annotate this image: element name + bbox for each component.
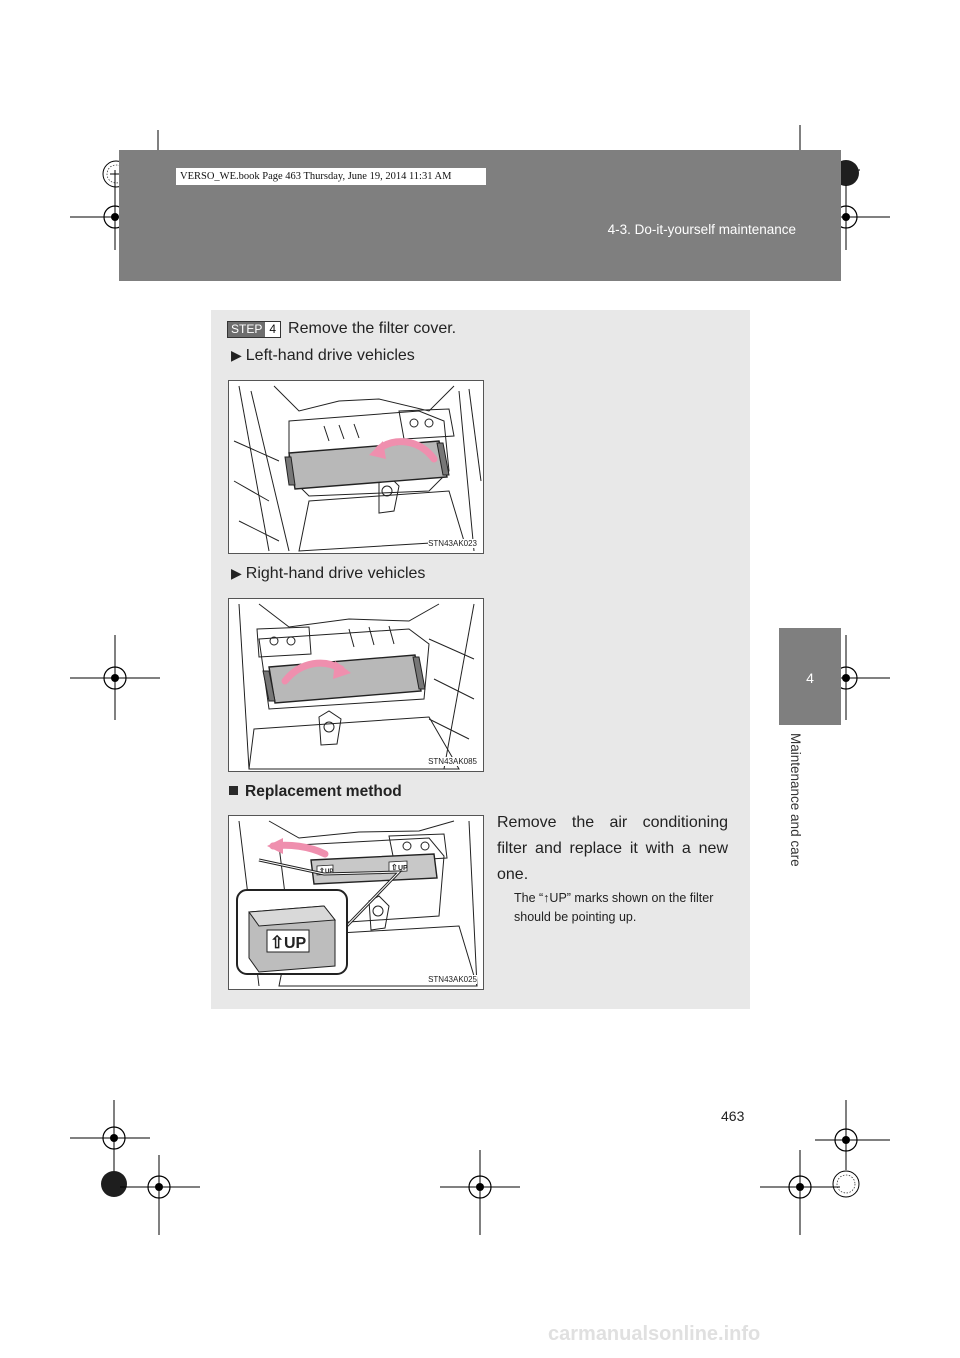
rhd-label: Right-hand drive vehicles xyxy=(245,565,426,582)
up-label-small-2: UP xyxy=(398,865,408,872)
lhd-illustration xyxy=(229,381,484,554)
chapter-label xyxy=(784,733,806,893)
figure-code-rhd: STN43AK085 xyxy=(428,757,477,766)
book-stamp: VERSO_WE.book Page 463 Thursday, June 19, 2014 11:31 AM xyxy=(176,168,486,185)
chapter-tab xyxy=(779,628,841,725)
registration-mark-bottom-right xyxy=(760,1100,890,1235)
replacement-illustration xyxy=(229,816,484,990)
step-badge xyxy=(227,321,281,338)
figure-code-replacement: STN43AK025 xyxy=(428,975,477,984)
lhd-heading xyxy=(231,347,415,365)
step-heading xyxy=(227,318,456,340)
chapter-label-text: Maintenance and care xyxy=(788,733,803,867)
registration-mark-bottom-left xyxy=(70,1100,200,1235)
triangle-right-icon: ▶ xyxy=(231,347,242,363)
replacement-note: The “↑UP” marks shown on the filter should be pointing up. xyxy=(514,891,714,924)
lhd-label: Left-hand drive vehicles xyxy=(245,347,415,364)
step-text: Remove the filter cover. xyxy=(288,320,457,337)
registration-mark-bottom-center xyxy=(440,1150,520,1235)
step-badge-number: 4 xyxy=(265,322,280,337)
figure-code-lhd: STN43AK023 xyxy=(428,539,477,548)
square-bullet-icon xyxy=(229,786,238,795)
section-title: 4-3. Do-it-yourself maintenance xyxy=(607,222,796,237)
figure-rhd xyxy=(228,598,484,772)
page-number: 463 xyxy=(721,1108,745,1124)
rhd-illustration xyxy=(229,599,484,772)
svg-text:⇧: ⇧ xyxy=(270,933,285,952)
svg-text:⇧: ⇧ xyxy=(391,863,398,872)
watermark: carmanualsonline.info xyxy=(548,1323,761,1345)
svg-text:⇧: ⇧ xyxy=(319,868,325,875)
figure-replacement xyxy=(228,815,484,990)
up-label-large: UP xyxy=(284,935,307,952)
replacement-body: Remove the air conditioning filter and replace it with a new one. xyxy=(497,814,728,883)
up-label-small: UP xyxy=(325,869,334,875)
chapter-number: 4 xyxy=(806,670,814,686)
registration-mark-left-middle xyxy=(70,635,160,720)
replacement-heading-text: Replacement method xyxy=(245,783,402,800)
replacement-heading xyxy=(229,783,402,801)
step-badge-word: STEP xyxy=(228,322,265,337)
figure-lhd xyxy=(228,380,484,554)
triangle-right-icon: ▶ xyxy=(231,565,242,581)
rhd-heading xyxy=(231,565,425,583)
